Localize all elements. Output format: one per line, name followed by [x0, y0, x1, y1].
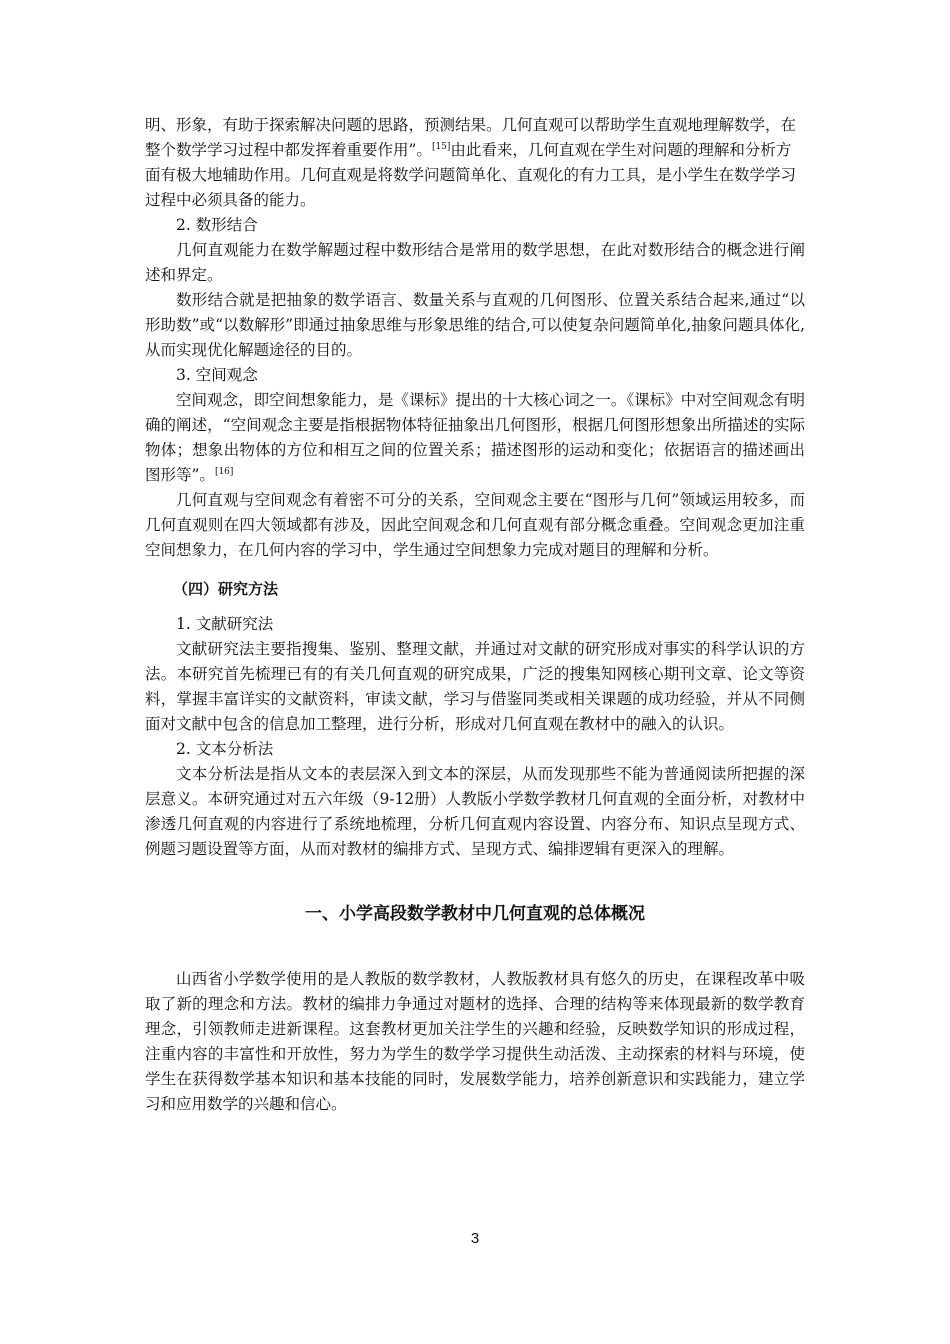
paragraph: 山西省小学数学使用的是人教版的数学教材，人教版教材具有悠久的历史，在课程改革中吸取了新的理念和方法。教材的编排力争通过对题材的选择、合理的结构等来体现最新的数学教育理念，引领教师走进新课程。这套教材更加关注学生的兴趣和经验，反映数学知识的形成过程，注重内容的丰富性和开放性，努力为学生的数学学习提供生动活泼、主动探索的材料与环境，使学生在获得数学基本知识和基本技能的同时，发展数学能力，培养创新意识和实践能力，建立学习和应用数学的兴趣和信心。	[145, 970, 805, 1113]
chapter-heading: 一、小学高段数学教材中几何直观的总体概况	[305, 904, 645, 924]
subheading-wenben: 2. 文本分析法	[176, 740, 274, 758]
citation-16: [16]	[214, 467, 234, 477]
paragraph: 数形结合就是把抽象的数学语言、数量关系与直观的几何图形、位置关系结合起来,通过“以形助数”或“以数解形”即通过抽象思维与形象思维的结合,可以使复杂问题简单化,抽象问题具体化,从而实现优化解题途径的目的。	[145, 291, 805, 359]
paragraph: 几何直观与空间观念有着密不可分的关系，空间观念主要在“图形与几何”领域运用较多，而几何直观则在四大领域都有涉及，因此空间观念和几何直观有部分概念重叠。空间观念更加注重空间想象力，在几何内容的学习中，学生通过空间想象力完成对题目的理解和分析。	[145, 491, 805, 559]
subheading-kongjian: 3. 空间观念	[176, 366, 258, 384]
section-heading-methods: （四）研究方法	[173, 580, 279, 598]
citation-15: [15]	[431, 142, 451, 152]
paragraph: 空间观念，即空间想象能力，是《课标》提出的十大核心词之一。《课标》中对空间观念有明确的阐述，“空间观念主要是指根据物体特征抽象出几何图形，根据几何图形想象出所描述的实际物体；想象出物体的方位和相互之间的位置关系；描述图形的运动和变化；依据语言的描述画出图形等”。[16]	[145, 391, 805, 484]
page-number: 3	[470, 1230, 480, 1247]
paragraph-continued: 明、形象，有助于探索解决问题的思路，预测结果。几何直观可以帮助学生直观地理解数学，在整个数学学习过程中都发挥着重要作用”。[15]由此看来，几何直观在学生对问题的理解和分析方面有极大地辅助作用。几何直观是将数学问题简单化、直观化的有力工具，是小学生在数学学习过程中必须具备的能力。	[145, 116, 797, 209]
document-body	[145, 113, 805, 1117]
paragraph: 几何直观能力在数学解题过程中数形结合是常用的数学思想，在此对数形结合的概念进行阐述和界定。	[145, 241, 805, 284]
paragraph: 文本分析法是指从文本的表层深入到文本的深层，从而发现那些不能为普通阅读所把握的深层意义。本研究通过对五六年级（9-12册）人教版小学数学教材几何直观的全面分析，对教材中渗透几何直观的内容进行了系统地梳理，分析几何直观内容设置、内容分布、知识点呈现方式、例题习题设置等方面，从而对教材的编排方式、呈现方式、编排逻辑有更深入的理解。	[145, 765, 805, 858]
subheading-shuxing: 2. 数形结合	[176, 216, 258, 234]
paragraph: 文献研究法主要指搜集、鉴别、整理文献，并通过对文献的研究形成对事实的科学认识的方法。本研究首先梳理已有的有关几何直观的研究成果，广泛的搜集知网核心期刊文章、论文等资料，掌握丰富详实的文献资料，审读文献，学习与借鉴同类或相关课题的成功经验，并从不同侧面对文献中包含的信息加工整理，进行分析，形成对几何直观在教材中的融入的认识。	[145, 640, 805, 733]
subheading-wenxian: 1. 文献研究法	[176, 615, 274, 633]
